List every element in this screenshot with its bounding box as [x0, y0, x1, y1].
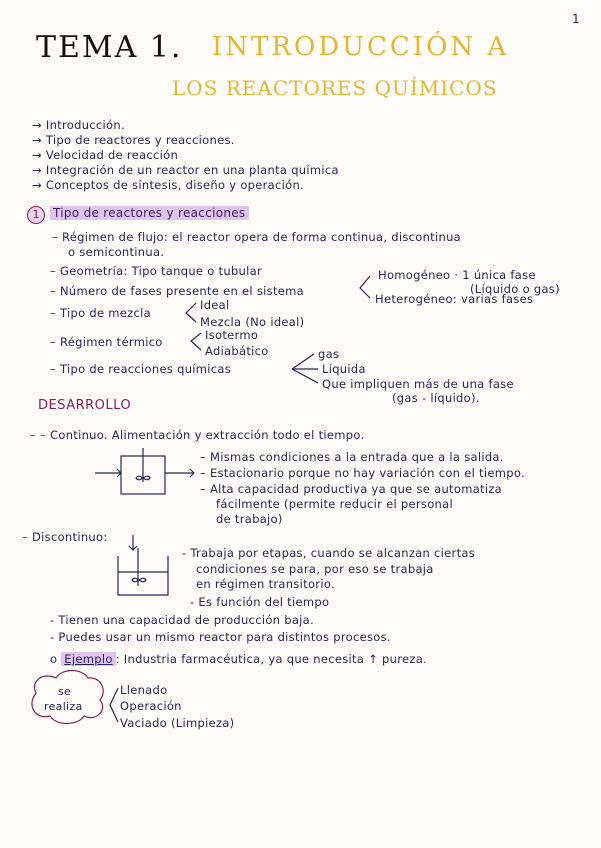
reaccion-mas-fase-detail: (gas - líquido).: [392, 391, 480, 405]
fase-llenado: Llenado: [120, 683, 168, 697]
reaccion-mas-fase: Que impliquen más de una fase: [322, 377, 514, 391]
section-heading: Tipo de reactores y reacciones: [50, 206, 249, 220]
page-number: 1: [572, 12, 580, 26]
title-line2: LOS REACTORES QUÍMICOS: [172, 76, 498, 100]
discontinuo-line: – Discontinuo:: [22, 530, 108, 544]
continuo-item: – Alta capacidad productiva ya que se automatiza: [200, 482, 503, 496]
index-item: → Velocidad de reacción: [32, 148, 179, 162]
homogeneo: Homogéneo · 1 única fase: [378, 268, 536, 282]
item-regimen-flujo-cont: o semicontinua.: [68, 245, 165, 259]
title-tema: TEMA 1.: [36, 30, 183, 65]
homogeneo-detail: (Líquido o gas): [470, 282, 560, 296]
termico-isotermo: Isotermo: [205, 328, 259, 342]
index-item: → Conceptos de síntesis, diseño y operación.: [32, 178, 305, 192]
continuo-item-cont: fácilmente (permite reducir el personal: [216, 497, 453, 511]
se-realiza-label-2: realiza: [44, 700, 83, 713]
discontinuo-item: - Puedes usar un mismo reactor para distintos procesos.: [50, 630, 391, 644]
discontinuo-item: - Tienen una capacidad de producción baja.: [50, 613, 314, 627]
discontinuo-item: - Trabaja por etapas, cuando se alcanzan ciertas: [182, 546, 476, 560]
section-number: 1: [27, 206, 45, 224]
batch-reactor-icon: [118, 535, 168, 595]
mezcla-ideal: Ideal: [200, 298, 230, 312]
index-item: → Integración de un reactor en una planta química: [32, 163, 339, 177]
continuo-item-cont: de trabajo): [216, 512, 283, 526]
discontinuo-item-cont: condiciones se para, por eso se trabaja: [196, 562, 434, 576]
discontinuo-item: - Es función del tiempo: [190, 595, 330, 609]
item-regimen-termico: – Régimen térmico: [50, 335, 163, 349]
arrow-gas: [292, 354, 314, 369]
se-realiza-label-1: se: [58, 685, 72, 698]
termico-adiabatico: Adiabático: [205, 344, 269, 358]
item-num-fases: – Número de fases presente en el sistema: [50, 284, 304, 298]
arrow-mas-fase: [292, 369, 318, 383]
item-geometria: – Geometría: Tipo tanque o tubular: [50, 264, 262, 278]
reaccion-gas: gas: [318, 347, 340, 361]
title-line1: INTRODUCCIÓN A: [212, 32, 510, 62]
ejemplo-line: o Ejemplo : Industria farmacéutica, ya que necesita ↑ pureza.: [50, 652, 427, 666]
continuo-item: – Mismas condiciones a la entrada que a la salida.: [200, 450, 504, 464]
discontinuo-item-cont: en régimen transitorio.: [196, 577, 335, 591]
index-item: → Introducción.: [32, 118, 125, 132]
reaccion-liquida: Líquida: [322, 362, 366, 376]
item-tipo-reacciones: – Tipo de reacciones químicas: [50, 362, 232, 376]
continuous-reactor-icon: [95, 448, 194, 494]
index-item: → Tipo de reactores y reacciones.: [32, 133, 235, 147]
desarrollo-heading: DESARROLLO: [38, 398, 132, 413]
continuo-line: – – Continuo. Alimentación y extracción todo el tiempo.: [30, 428, 365, 442]
se-realiza-brace: [110, 688, 118, 722]
item-regimen-flujo: – Régimen de flujo: el reactor opera de forma continua, discontinua: [52, 230, 462, 244]
item-tipo-mezcla: – Tipo de mezcla: [50, 306, 151, 320]
continuo-item: – Estacionario porque no hay variación con el tiempo.: [200, 466, 525, 480]
heterogeneo: Heterogéneo: varias fases: [375, 292, 534, 306]
mezcla-brace: [186, 303, 196, 322]
termico-brace: [191, 333, 201, 350]
fase-operacion: Operación: [120, 699, 182, 713]
mezcla-no-ideal: Mezcla (No ideal): [200, 315, 305, 329]
fase-vaciado: Vaciado (Limpieza): [120, 716, 235, 730]
fases-brace: [360, 276, 370, 298]
ejemplo-label: Ejemplo: [61, 652, 115, 666]
